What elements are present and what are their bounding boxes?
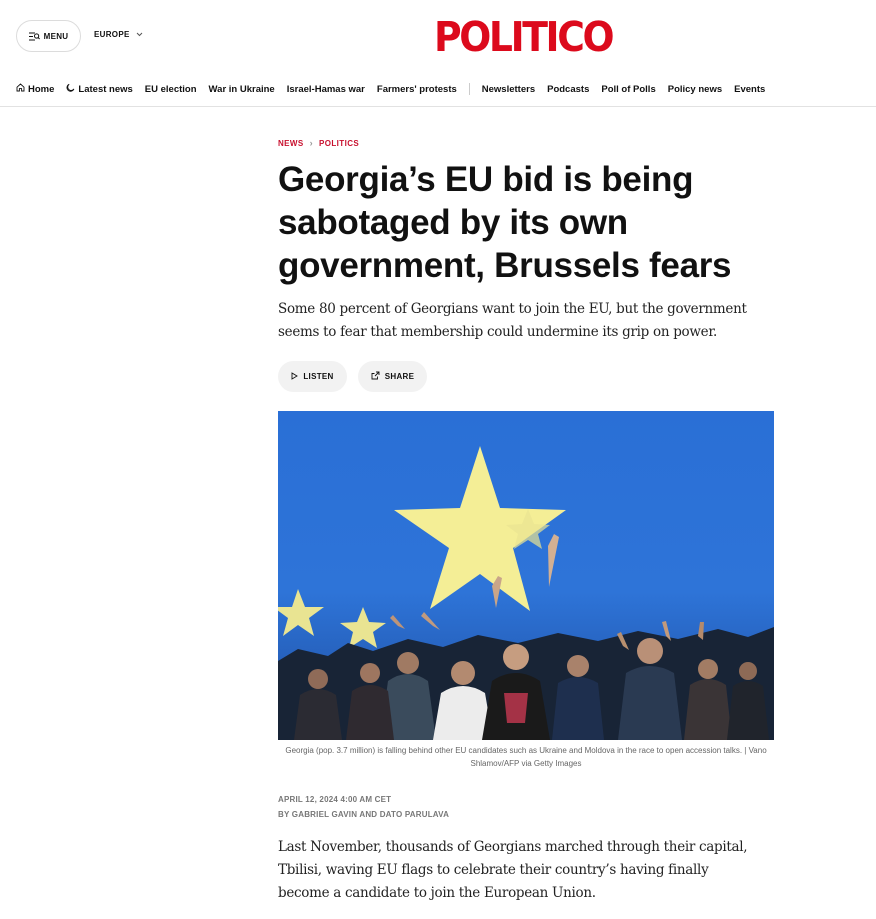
- listen-button[interactable]: [278, 361, 347, 392]
- menu-button[interactable]: [16, 20, 81, 52]
- share-icon: [371, 371, 380, 382]
- nav-item-podcasts[interactable]: Podcasts: [547, 83, 590, 95]
- byline-authors[interactable]: BY GABRIEL GAVIN AND DATO PARULAVA: [278, 810, 450, 819]
- nav-item-war-in-ukraine[interactable]: War in Ukraine: [208, 83, 275, 95]
- share-label: SHARE: [384, 372, 415, 381]
- nav-divider-line: [0, 106, 876, 107]
- nav-item-poll-of-polls[interactable]: Poll of Polls: [601, 83, 656, 95]
- nav-item-label: Home: [28, 83, 55, 95]
- share-button[interactable]: [358, 361, 427, 392]
- article-dek: Some 80 percent of Georgians want to join the EU, but the government seems to fear that membership could undermine its grip on power.: [278, 301, 747, 340]
- publish-date: APRIL 12, 2024 4:00 AM CET: [278, 795, 392, 804]
- moon-icon: [66, 83, 75, 95]
- nav-item-label: Latest news: [78, 83, 133, 95]
- edition-selector[interactable]: [94, 30, 143, 39]
- edition-label: EUROPE: [94, 30, 130, 39]
- menu-search-icon: [29, 32, 40, 41]
- home-icon: [16, 83, 25, 95]
- nav-item-eu-election[interactable]: EU election: [144, 83, 197, 95]
- politico-logo[interactable]: POLITICO: [434, 13, 613, 61]
- nav-item-home[interactable]: [16, 83, 54, 95]
- breadcrumb: [278, 138, 359, 148]
- image-caption: Georgia (pop. 3.7 million) is falling behind other EU candidates such as Ukraine and Moldova in the race to open accession talks. | Vano Shlamov/AFP via Getty Images: [285, 746, 767, 768]
- menu-label: MENU: [43, 31, 69, 41]
- chevron-down-icon: [136, 30, 143, 39]
- main-nav: [16, 82, 876, 96]
- nav-item-policy-news[interactable]: Policy news: [667, 83, 723, 95]
- article-paragraph: Last November, thousands of Georgians marched through their capital, Tbilisi, waving EU flags to celebrate their country’s having finally become a candidate to join the European Union.: [278, 839, 748, 901]
- breadcrumb-politics[interactable]: POLITICS: [319, 138, 360, 148]
- article-lead-image: [278, 411, 774, 740]
- nav-item-farmers-protests[interactable]: Farmers' protests: [376, 83, 457, 95]
- nav-item-israel-hamas-war[interactable]: Israel-Hamas war: [286, 83, 365, 95]
- listen-label: LISTEN: [303, 372, 334, 381]
- play-icon: [291, 372, 298, 382]
- chevron-right-icon: ›: [309, 138, 314, 148]
- nav-item-latest-news[interactable]: [66, 83, 132, 95]
- article-headline: Georgia’s EU bid is being sabotaged by its own government, Brussels fears: [278, 160, 732, 285]
- nav-item-newsletters[interactable]: Newsletters: [481, 83, 536, 95]
- byline: [278, 810, 449, 819]
- nav-divider: [469, 83, 470, 95]
- breadcrumb-news[interactable]: NEWS: [278, 138, 304, 148]
- nav-item-events[interactable]: Events: [734, 83, 766, 95]
